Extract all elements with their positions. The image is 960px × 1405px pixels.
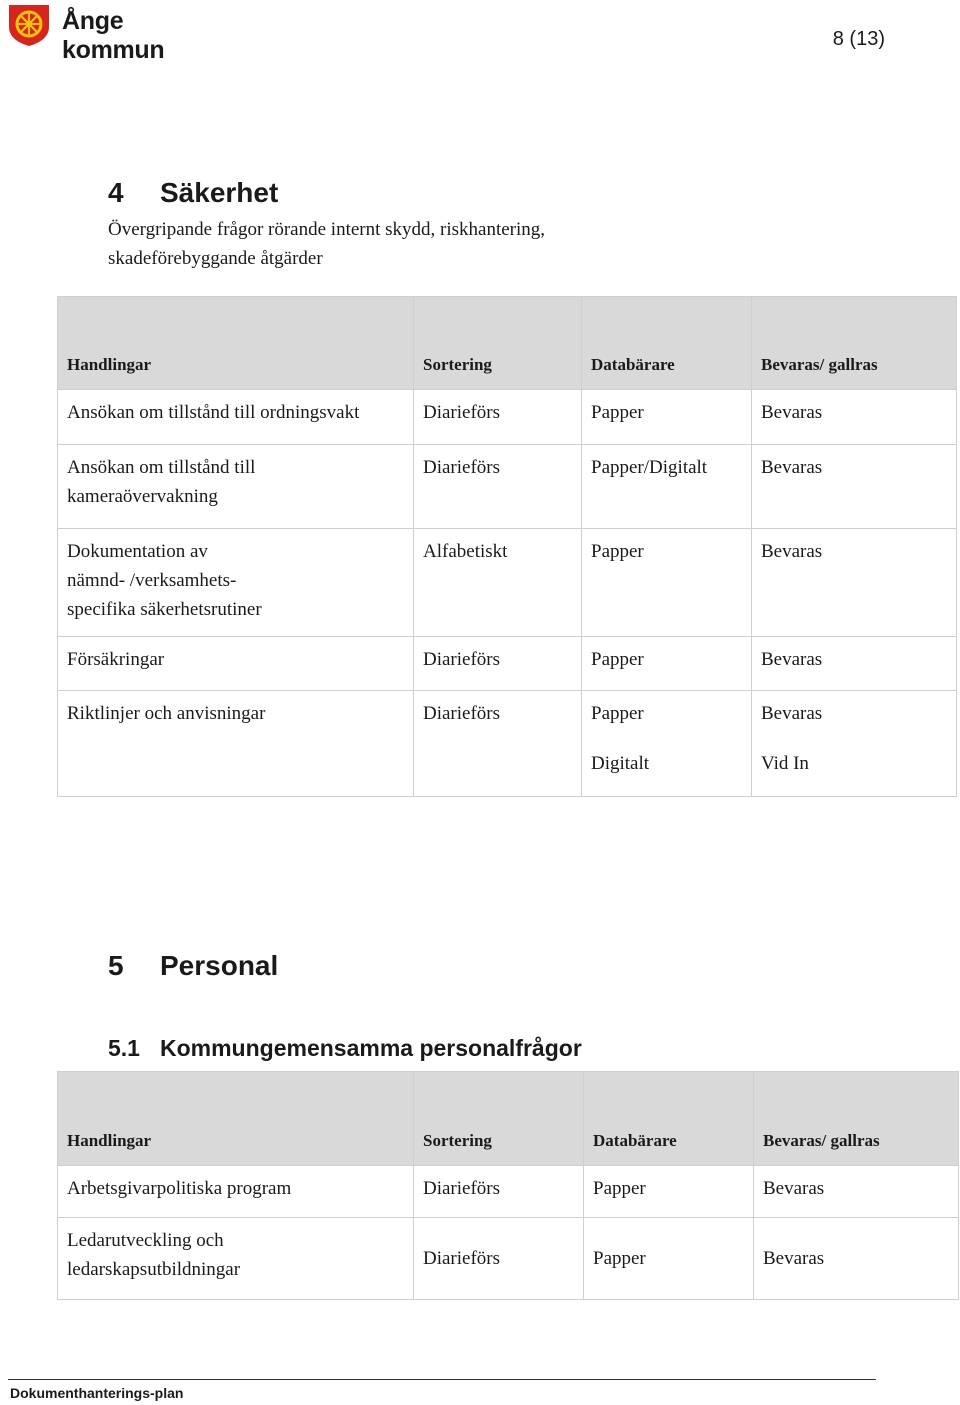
header-sortering: Sortering [414,1072,584,1166]
table-header-row [58,1072,959,1166]
cell-sortering: Diarieförs [414,1166,584,1218]
cell-bevaras: Bevaras [754,1218,959,1300]
section-4-heading [108,177,278,209]
header-sortering: Sortering [414,297,582,390]
cell-handling: Arbetsgivarpolitiska program [58,1166,414,1218]
footer-divider [8,1379,876,1380]
section-5-heading [108,950,278,982]
header-bevaras-gallras: Bevaras/ gallras [754,1072,959,1166]
bevaras-value: Bevaras [761,703,823,724]
header-databarare: Databärare [582,297,752,390]
section-4-title: Säkerhet [160,177,279,208]
header-handlingar: Handlingar [58,1072,414,1166]
cell-bevaras: Bevaras [752,637,957,691]
security-table [57,296,957,797]
cell-databarare: Papper [582,390,752,445]
cell-bevaras: Bevaras [752,445,957,529]
cell-handling: Ansökan om tillstånd till ordningsvakt [58,390,414,445]
databarare-value: Digitalt [591,753,650,774]
cell-databarare: Papper [582,637,752,691]
table-row [58,529,957,637]
section-5-title: Personal [160,950,279,981]
cell-bevaras: Bevaras [754,1166,959,1218]
page-number: 8 (13) [832,28,885,50]
table-row [58,637,957,691]
cell-sortering: Diarieförs [414,1218,584,1300]
cell-databarare: Papper [582,529,752,637]
personnel-table [57,1071,959,1300]
cell-bevaras: Bevaras [752,529,957,637]
table-row [58,1218,959,1300]
databarare-value: Papper [591,703,644,724]
table-row [58,1166,959,1218]
bevaras-value: Vid In [761,753,809,774]
cell-bevaras: Bevaras [752,390,957,445]
cell-databarare: Papper/Digitalt [582,445,752,529]
cell-handling: Riktlinjer och anvisningar [58,691,414,797]
section-5-1-title: Kommungemensamma personalfrågor [160,1035,582,1061]
header-handlingar: Handlingar [58,297,414,390]
section-5-1-number: 5.1 [108,1035,140,1061]
cell-databarare: Papper [584,1218,754,1300]
section-5-number: 5 [108,950,124,981]
logo-text: Ånge kommun [62,7,165,64]
cell-handling: Dokumentation av nämnd- /verksamhets- specifika säkerhetsrutiner [58,529,414,637]
table-row [58,390,957,445]
table-row [58,445,957,529]
cell-databarare: Papper [584,1166,754,1218]
cell-handling: Ledarutveckling och ledarskapsutbildningar [58,1218,414,1300]
cell-sortering: Alfabetiskt [414,529,582,637]
cell-sortering: Diarieförs [414,445,582,529]
table-header-row [58,297,957,390]
logo [6,3,216,64]
cell-sortering: Diarieförs [414,390,582,445]
section-4-number: 4 [108,177,124,208]
section-4-subtitle: Övergripande frågor rörande internt skydd, riskhantering, skadeförebyggande åtgärder [108,219,546,269]
section-5-1-heading [108,1035,582,1062]
cell-sortering: Diarieförs [414,637,582,691]
cell-bevaras [752,691,957,797]
header-bevaras-gallras: Bevaras/ gallras [752,297,957,390]
cell-handling: Försäkringar [58,637,414,691]
header-databarare: Databärare [584,1072,754,1166]
table-row [58,691,957,797]
cell-handling: Ansökan om tillstånd till kameraövervakning [58,445,414,529]
cell-databarare [582,691,752,797]
cell-sortering: Diarieförs [414,691,582,797]
footer-text: Dokumenthanterings-plan [10,1385,184,1401]
ange-kommun-crest-icon [6,3,52,47]
